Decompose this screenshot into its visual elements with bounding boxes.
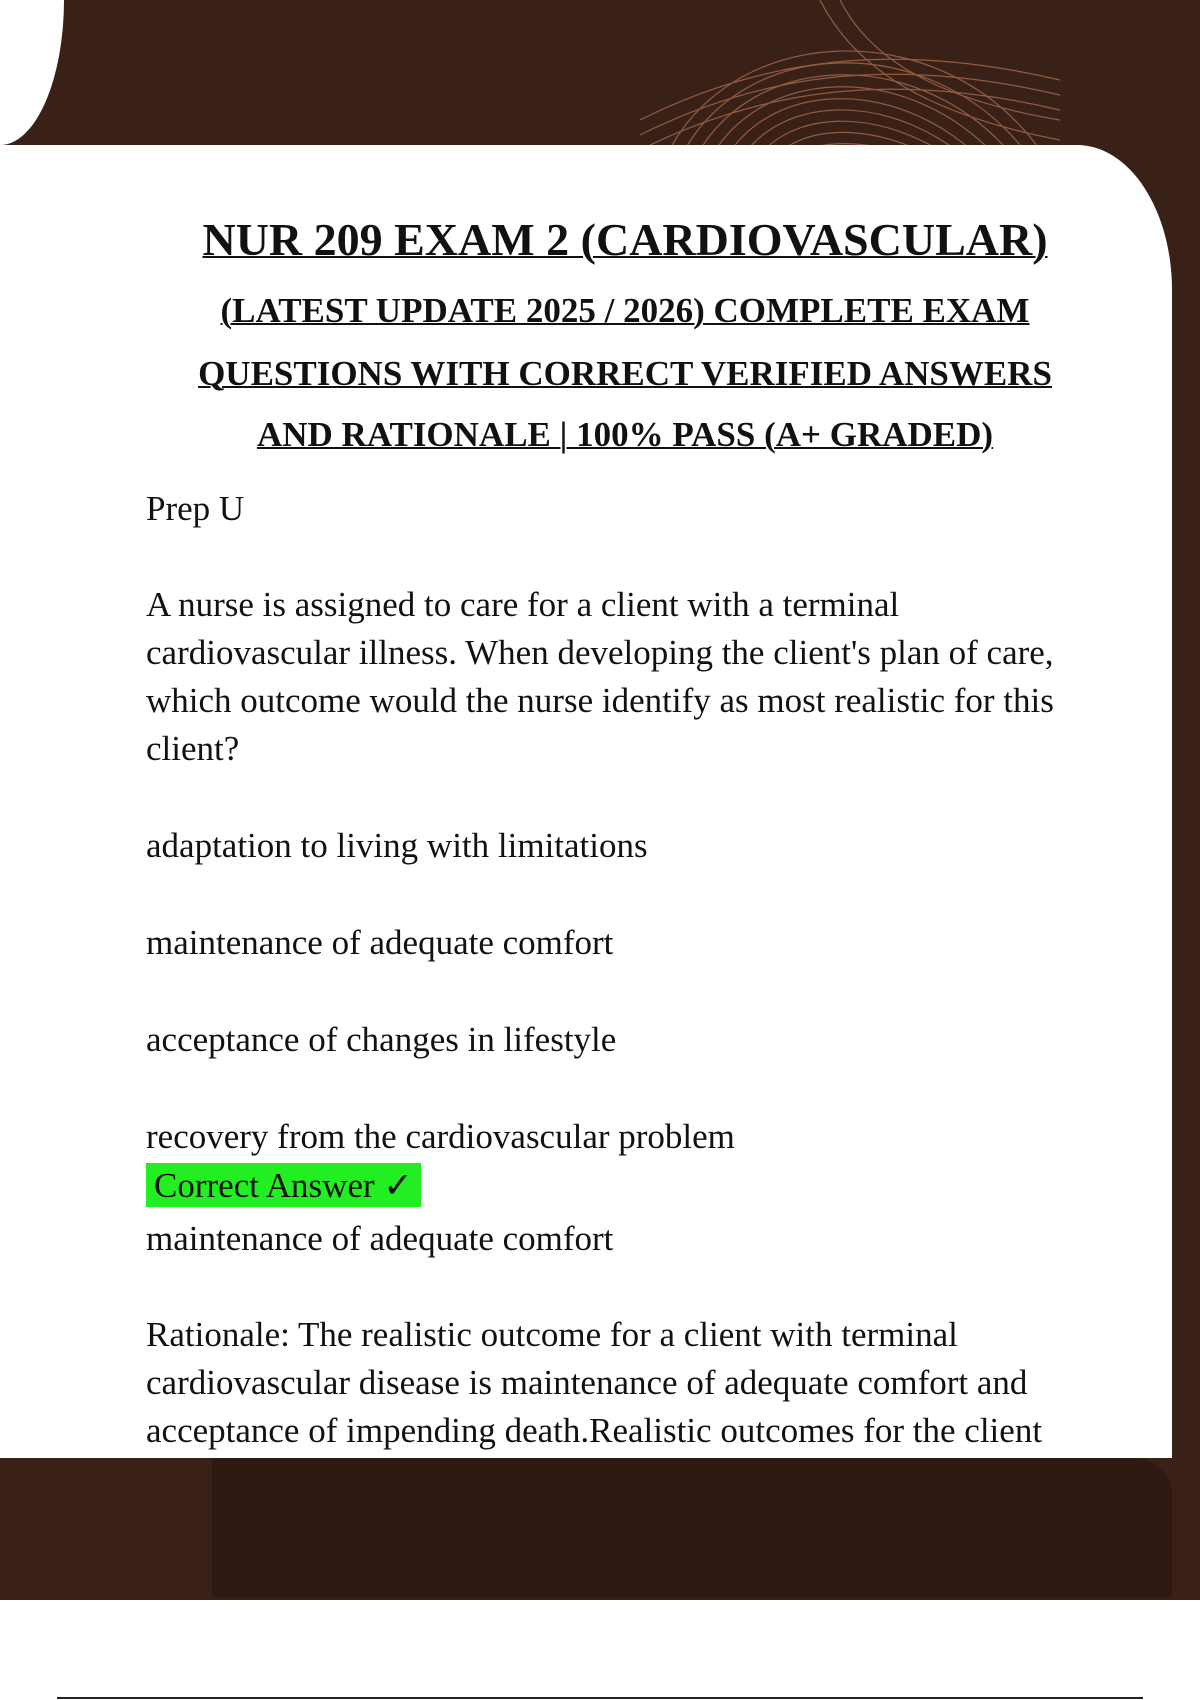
answer-option: adaptation to living with limitations xyxy=(146,826,648,865)
answer-option: acceptance of changes in lifestyle xyxy=(146,1020,617,1059)
bottom-band-shade xyxy=(212,1458,1172,1598)
bottom-frame-band xyxy=(0,1458,1172,1598)
correct-answer-text: maintenance of adequate comfort xyxy=(146,1219,614,1258)
page-footer-area xyxy=(0,1600,1200,1700)
subtitle-line-1: (LATEST UPDATE 2025 / 2026) COMPLETE EXAM xyxy=(220,291,1030,330)
question-stem: A nurse is assigned to care for a client with a terminal cardiovascular illness. When developing the client's plan of care, which outcome would the nurse identify as most realistic for this client? xyxy=(146,585,1054,768)
document-title: NUR 209 EXAM 2 (CARDIOVASCULAR) xyxy=(202,214,1048,265)
subtitle-line-3: AND RATIONALE | 100% PASS (A+ GRADED) xyxy=(256,415,994,454)
document-page xyxy=(0,145,1172,1458)
correct-answer-badge: Correct Answer ✓ xyxy=(146,1163,421,1207)
source-label: Prep U xyxy=(146,489,245,528)
answer-option: maintenance of adequate comfort xyxy=(146,923,614,962)
answer-option: recovery from the cardiovascular problem xyxy=(146,1117,735,1156)
subtitle-line-2: QUESTIONS WITH CORRECT VERIFIED ANSWERS xyxy=(198,354,1052,393)
footer-divider xyxy=(57,1697,1143,1699)
rationale-text: Rationale: The realistic outcome for a client with terminal cardiovascular disease is maintenance of adequate comfort and acceptance of impending death.Realistic outcomes for the client xyxy=(146,1315,1043,1450)
